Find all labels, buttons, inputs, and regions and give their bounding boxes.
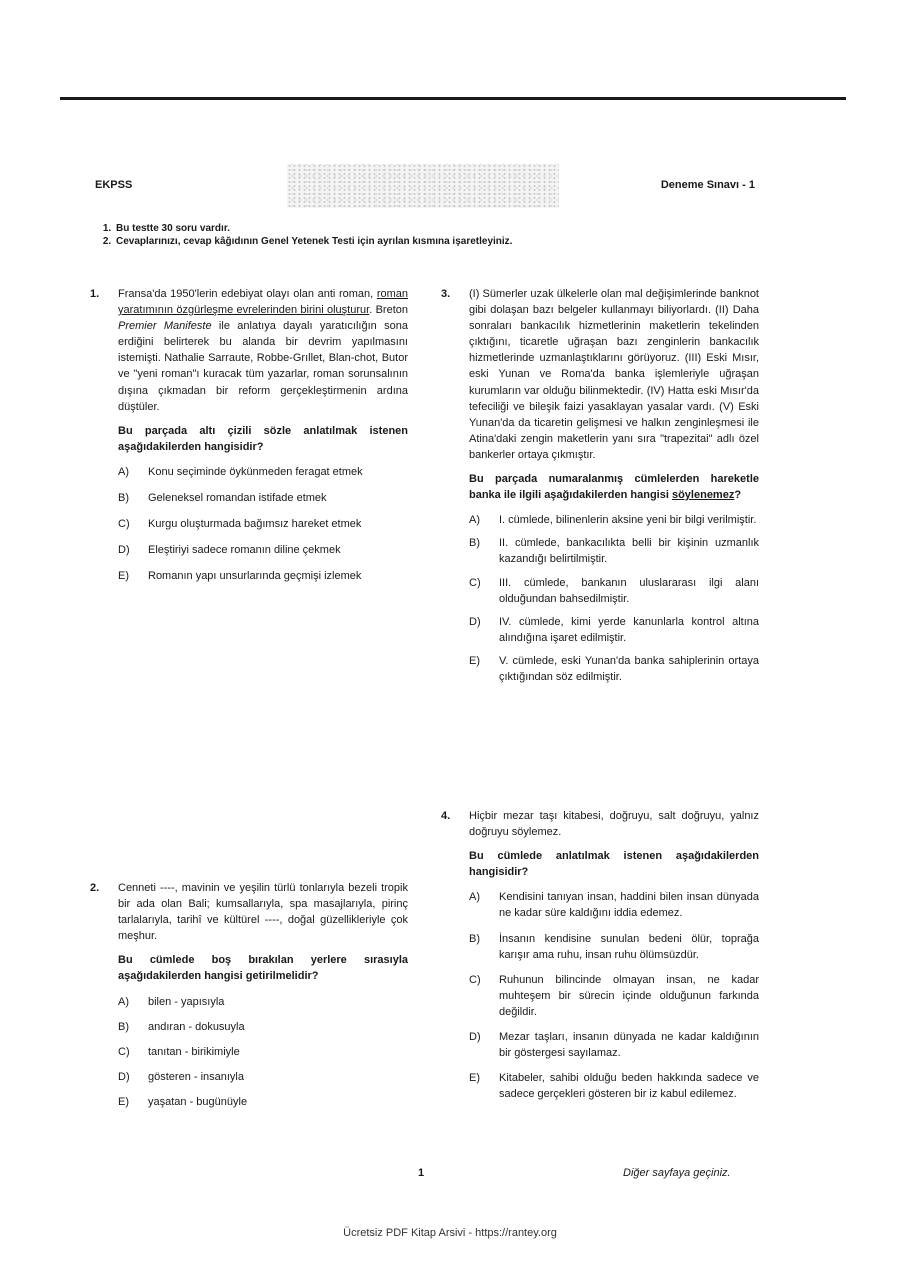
question-prompt: [469, 471, 759, 503]
question-stem: Cenneti ----, mavinin ve yeşilin türlü tonlarıyla bezeli tropik bir ada olan Bali; kumsallarıyla, spa masajlarıyla, pirinç tarlalarıyla, tarihî ve kültürel ----, doğal güzellikleriyle çok meşhur.: [118, 882, 408, 943]
option-text: andıran - dokusuyla: [148, 1020, 245, 1033]
question-stem: Hiçbir mezar taşı kitabesi, doğruyu, salt doğruyu, yalnız doğruyu söylemez.: [469, 810, 759, 839]
option-letter: A): [118, 465, 129, 478]
option-text: Kitabeler, sahibi olduğu beden hakkında sadece ve sadece gerçekleri gösteren bir iz kabul edilemez.: [499, 1072, 759, 1101]
option-letter: D): [118, 544, 130, 557]
option-a[interactable]: [118, 994, 408, 1010]
option-e[interactable]: [469, 1070, 759, 1102]
question-2: [90, 880, 408, 1119]
option-letter: C): [118, 1045, 130, 1058]
option-d[interactable]: [469, 614, 759, 646]
option-e[interactable]: [469, 653, 759, 685]
option-letter: D): [118, 1070, 130, 1083]
option-letter: B): [469, 537, 480, 550]
option-text: gösteren - insanıyla: [148, 1070, 244, 1083]
stem-text: Fransa'da 1950'lerin edebiyat olayı olan anti roman,: [118, 288, 377, 300]
stem-text: ile anlatıya dayalı yaratıcılığın sona erdiğini belirterek bu alanda bir devrim yapılmasını istemişti. Nathalie Sarraute, Robbe-Grıllet, Blan-chot, Butor ve "yeni roman"ı kuracak tüm yazarlar, roman sorunsalının dışına çıkmadan bir reform gerçekleştirmenin ardına düştüler.: [118, 320, 408, 413]
next-page-note: Diğer sayfaya geçiniz.: [623, 1167, 731, 1179]
option-b[interactable]: [469, 931, 759, 963]
prompt-text: ?: [734, 489, 742, 502]
instruction-item: 1. Bu testte 30 soru vardır.: [114, 222, 512, 235]
option-d[interactable]: [469, 1029, 759, 1061]
scan-noise-stamp: [287, 164, 559, 208]
option-c[interactable]: [118, 1044, 408, 1060]
question-number: 2.: [90, 882, 100, 894]
page-number: 1: [418, 1167, 425, 1179]
option-text: Mezar taşları, insanın dünyada ne kadar kaldığının bir göstergesi sayılamaz.: [499, 1031, 759, 1060]
option-letter: B): [469, 932, 480, 945]
option-a[interactable]: [469, 889, 759, 921]
option-letter: A): [469, 514, 480, 527]
option-text: Eleştiriyi sadece romanın diline çekmek: [148, 544, 341, 557]
question-prompt: Bu cümlede boş bırakılan yerlere sırasıyla aşağıdakilerden hangisi getirilmelidir?: [118, 954, 408, 983]
option-text: V. cümlede, eski Yunan'da banka sahiplerinin ortaya çıktığından söz edilmiştir.: [499, 654, 759, 683]
option-a[interactable]: [469, 512, 759, 528]
instructions: [100, 222, 512, 248]
option-letter: E): [469, 1072, 480, 1085]
instruction-item: 2. Cevaplarınızı, cevap kâğıdının Genel Yetenek Testi için ayrılan kısmına işaretleyiniz.: [114, 235, 512, 248]
option-letter: B): [118, 1020, 129, 1033]
option-text: yaşatan - bugünüyle: [148, 1095, 248, 1108]
stem-text: . Breton: [369, 304, 408, 317]
question-prompt: Bu cümlede anlatılmak istenen aşağıdakilerden hangisidir?: [469, 850, 759, 879]
option-letter: E): [469, 654, 480, 667]
question-prompt: Bu parçada altı çizili sözle anlatılmak istenen aşağıdakilerden hangisidir?: [118, 424, 408, 453]
option-c[interactable]: [118, 516, 408, 532]
option-d[interactable]: [118, 1069, 408, 1085]
option-d[interactable]: [118, 542, 408, 558]
exam-title: Deneme Sınavı - 1: [660, 179, 755, 191]
option-text: Romanın yapı unsurlarında geçmişi izlemek: [148, 570, 362, 583]
question-1: [90, 286, 408, 594]
option-text: tanıtan - birikimiyle: [148, 1045, 240, 1058]
exam-name: EKPSS: [95, 179, 133, 191]
option-b[interactable]: [118, 1019, 408, 1035]
question-stem: (I) Sümerler uzak ülkelerle olan mal değişimlerinde banknot gibi dolaşan bazı belgeler kullanmayı biliyorlardı. (II) Daha sonraları bankacılık hizmetlerinin maketlerin tekelinden çıktığını, ticaretle uğraşan bazı zenginlerin bankacılık hizmetlerinde uzmanlaştıklarını görüyoruz. (III) Eski Mısır, eski Yunan ve Roma'da banka işlemleriyle uğraşan kurumların var olduğu bilinmektedir. (IV) Hatta eski Mısır'da tefeciliği ve bileşik faizi yasaklayan yasalar vardı. (V) Eski Yunan'da da ticaretin gelişmesi ve halkın zenginleşmesi ile Atina'daki zengin maketlerin yanı sıra "trapezitai" adlı özel bankerler ortaya çıkmıştır.: [469, 288, 759, 461]
question-3: [441, 286, 759, 692]
question-number: 4.: [441, 810, 451, 822]
option-text: İnsanın kendisine sunulan bedeni ölür, toprağa karışır ama ruhu, insan ruhu ölümsüzdür.: [499, 932, 759, 961]
underlined-phrase: roman yaratımının özgürleşme evrelerinden birini oluşturur: [118, 288, 408, 317]
option-letter: E): [118, 570, 129, 583]
question-stem: [118, 286, 408, 415]
option-text: II. cümlede, bankacılıkta belli bir kişinin uzmanlık kazandığı belirtilmiştir.: [499, 537, 759, 566]
question-number: 1.: [90, 288, 100, 300]
option-letter: C): [118, 518, 130, 531]
option-e[interactable]: [118, 1094, 408, 1110]
option-a[interactable]: [118, 464, 408, 480]
option-letter: E): [118, 1095, 129, 1108]
option-letter: D): [469, 615, 481, 628]
option-text: Geleneksel romandan istifade etmek: [148, 492, 327, 505]
option-c[interactable]: [469, 972, 759, 1020]
option-text: I. cümlede, bilinenlerin aksine yeni bir bilgi verilmiştir.: [499, 514, 757, 527]
option-text: bilen - yapısıyla: [148, 995, 225, 1008]
option-letter: C): [469, 973, 481, 986]
italic-title: Premier Manifeste: [118, 320, 212, 333]
question-number: 3.: [441, 288, 451, 300]
top-rule: [60, 97, 846, 100]
option-letter: D): [469, 1031, 481, 1044]
question-4: [441, 808, 759, 1111]
underlined-word: söylenemez: [671, 489, 735, 502]
option-letter: C): [469, 576, 481, 589]
option-text: Ruhunun bilincinde olmayan insan, ne kadar muhteşem bir sürecin içinde olduğunun farkında değildir.: [499, 973, 759, 1018]
option-text: IV. cümlede, kimi yerde kanunlarla kontrol altına alındığına işaret edilmiştir.: [499, 615, 759, 644]
option-letter: B): [118, 492, 129, 505]
option-letter: A): [469, 891, 480, 904]
prompt-text: Bu parçada numaralanmış cümlelerden hareketle banka ile ilgili aşağıdakilerden hangisi: [469, 473, 759, 502]
footer-text: Ücretsiz PDF Kitap Arsivi - https://rantey.org: [343, 1227, 557, 1239]
option-text: Kendisini tanıyan insan, haddini bilen insan dünyada ne kadar süre kaldığını iddia edemez.: [499, 891, 759, 920]
option-e[interactable]: [118, 568, 408, 584]
option-letter: A): [118, 995, 129, 1008]
option-text: Konu seçiminde öykünmeden feragat etmek: [148, 465, 363, 478]
option-text: Kurgu oluşturmada bağımsız hareket etmek: [148, 518, 362, 531]
option-b[interactable]: [469, 535, 759, 567]
option-b[interactable]: [118, 490, 408, 506]
option-c[interactable]: [469, 575, 759, 607]
option-text: III. cümlede, bankanın uluslararası ilgi alanı olduğundan bahsedilmiştir.: [499, 576, 759, 605]
